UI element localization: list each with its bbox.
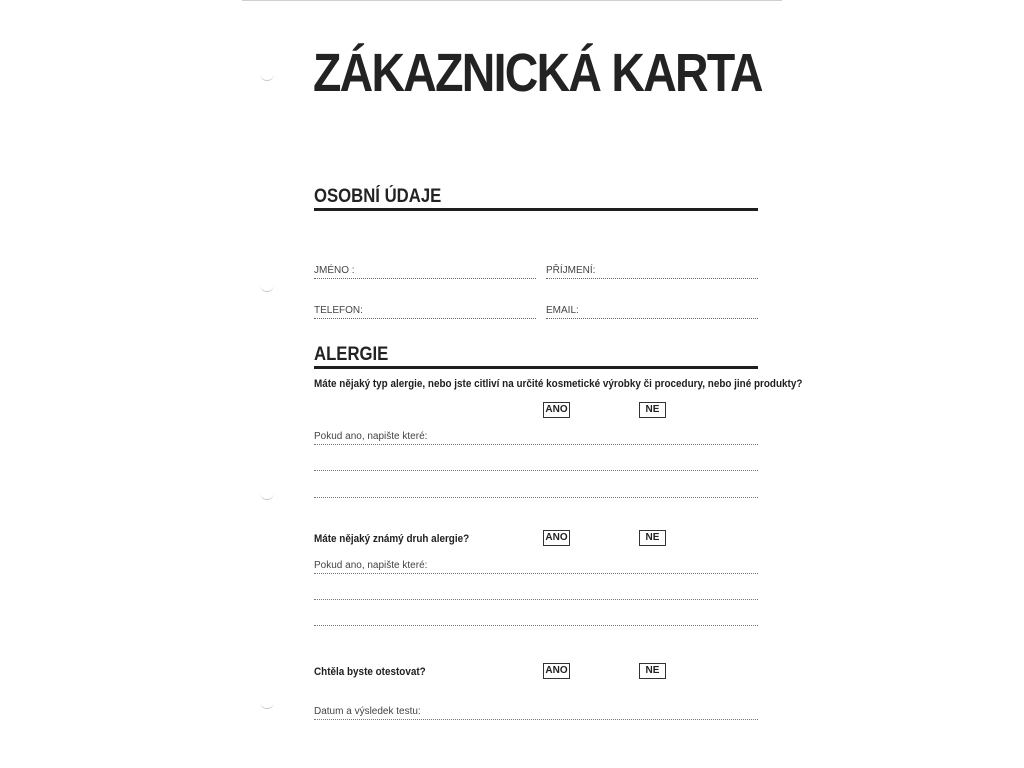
q1-answer-line[interactable] <box>314 444 758 445</box>
q2-answer-line[interactable] <box>314 599 758 600</box>
test-question: Chtěla byste otestovat? <box>314 666 426 678</box>
phone-label: TELEFON: <box>314 305 363 316</box>
section-title-personal: OSOBNÍ ÚDAJE <box>314 186 442 207</box>
q2-yes-box[interactable]: ANO <box>543 530 570 546</box>
q1-answer-line[interactable] <box>314 497 758 498</box>
last-name-field[interactable] <box>546 262 758 279</box>
q1-yes-box[interactable]: ANO <box>543 402 570 418</box>
page-top-edge <box>242 0 782 1</box>
phone-field[interactable] <box>314 302 536 319</box>
allergy-question-1: Máte nějaký typ alergie, nebo jste citliví na určité kosmetické výrobky či procedury, nebo jiné produkty? <box>314 378 803 390</box>
q3-yes-box[interactable]: ANO <box>543 663 570 679</box>
section-personal-data <box>314 186 758 208</box>
section-title-allergies: ALERGIE <box>314 344 389 365</box>
last-name-label: PŘÍJMENÍ: <box>546 265 596 276</box>
section-divider <box>314 366 758 369</box>
test-result-label: Datum a výsledek testu: <box>314 706 421 717</box>
first-name-label: JMÉNO : <box>314 265 355 276</box>
q2-answer-line[interactable] <box>314 625 758 626</box>
first-name-field[interactable] <box>314 262 536 279</box>
section-divider <box>314 208 758 211</box>
email-field[interactable] <box>546 302 758 319</box>
punch-hole-mark <box>260 72 274 81</box>
page-title: ZÁKAZNICKÁ KARTA <box>313 43 762 103</box>
q2-answer-line[interactable] <box>314 573 758 574</box>
q1-answer-line[interactable] <box>314 470 758 471</box>
q1-no-box[interactable]: NE <box>639 402 666 418</box>
test-result-line[interactable] <box>314 719 758 720</box>
q1-followup-label: Pokud ano, napište které: <box>314 431 428 442</box>
punch-hole-mark <box>260 700 274 709</box>
punch-hole-mark <box>260 283 274 292</box>
allergy-question-2: Máte nějaký známý druh alergie? <box>314 533 470 545</box>
q2-no-box[interactable]: NE <box>639 530 666 546</box>
q2-followup-label: Pokud ano, napište které: <box>314 560 428 571</box>
q3-no-box[interactable]: NE <box>639 663 666 679</box>
section-allergies <box>314 344 758 366</box>
email-label: EMAIL: <box>546 305 579 316</box>
punch-hole-mark <box>260 491 274 500</box>
